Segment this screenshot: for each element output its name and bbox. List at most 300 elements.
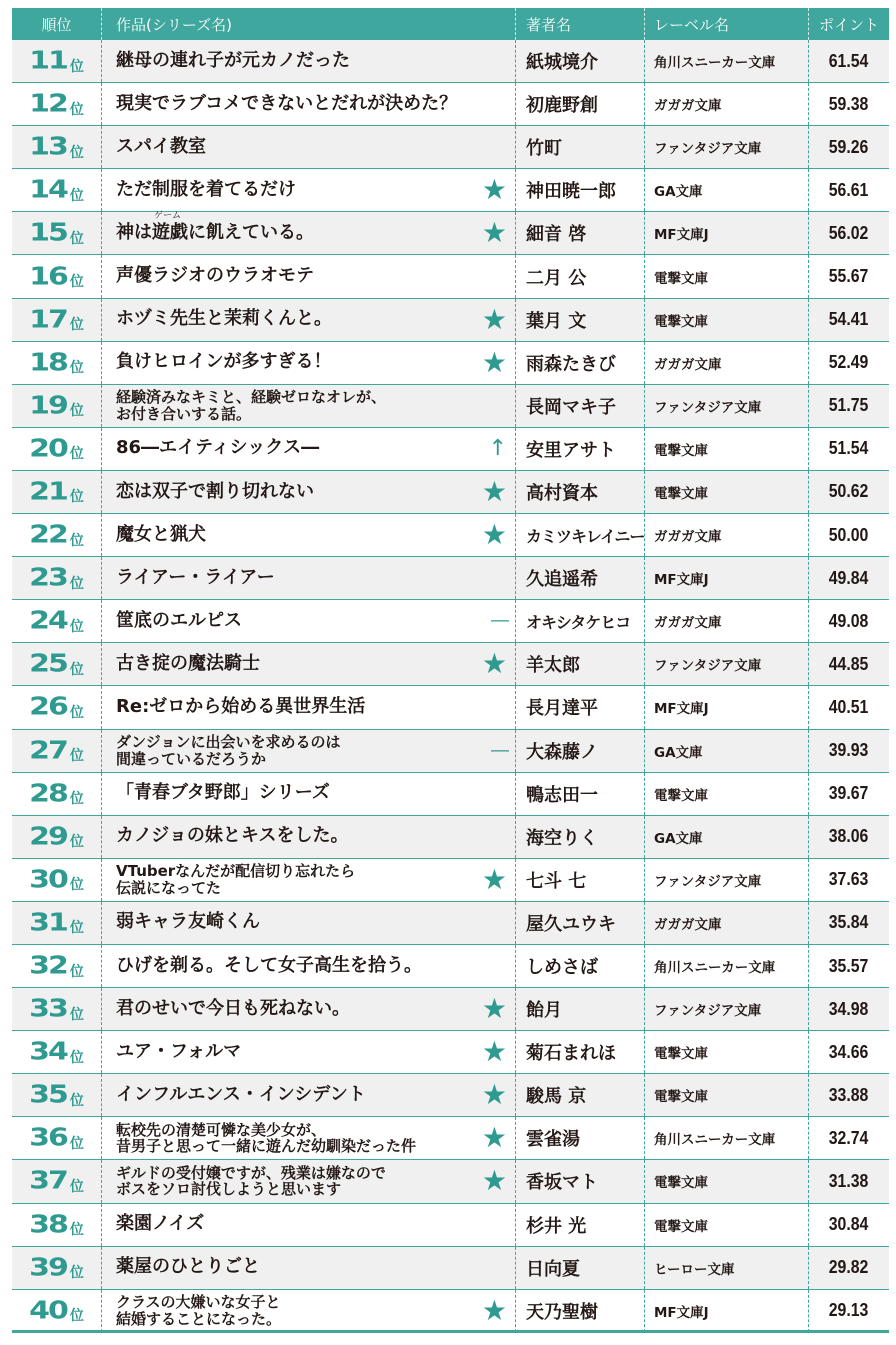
rank-suffix: 位 <box>69 661 84 678</box>
label-cell <box>644 945 808 987</box>
author-cell <box>515 471 644 513</box>
work-title <box>116 389 386 422</box>
author-cell <box>515 514 644 556</box>
work-title <box>116 997 350 1019</box>
work-title <box>116 1083 366 1105</box>
label-cell <box>644 126 808 168</box>
points-value: 29.82 <box>829 1257 869 1278</box>
points-value: 56.02 <box>829 222 869 243</box>
label-name: 角川スニーカー文庫 <box>654 960 776 977</box>
star-icon: ★ <box>481 173 507 207</box>
rank-number: 29 <box>29 821 67 851</box>
ranking-table <box>12 8 889 1333</box>
rank-cell <box>12 385 101 427</box>
rank-number: 23 <box>29 563 67 593</box>
table-row <box>12 1204 889 1247</box>
points-value: 56.61 <box>829 179 869 200</box>
points-cell <box>808 471 889 513</box>
rank-suffix: 位 <box>69 748 84 765</box>
author-cell <box>515 1074 644 1116</box>
label-name: GA文庫 <box>654 184 703 201</box>
title-line: 薬屋のひとりごと <box>116 1256 260 1278</box>
author-cell <box>515 859 644 901</box>
author-cell <box>515 428 644 470</box>
label-cell <box>644 212 808 254</box>
table-row <box>12 126 889 169</box>
dash-icon: ― <box>491 610 509 632</box>
author-cell <box>515 557 644 599</box>
points-value: 33.88 <box>829 1084 869 1105</box>
title-line: カノジョの妹とキスをした。 <box>116 825 349 847</box>
author-cell <box>515 643 644 685</box>
label-name: 電撃文庫 <box>654 1175 708 1192</box>
author-cell <box>515 1247 644 1289</box>
rank-suffix: 位 <box>69 920 84 937</box>
rank-cell <box>12 169 101 211</box>
label-name: MF文庫J <box>654 227 709 244</box>
title-line: お付き合いする話。 <box>116 404 252 423</box>
points-value: 39.67 <box>829 783 869 804</box>
points-value: 51.54 <box>829 438 869 459</box>
star-icon: ★ <box>481 216 507 250</box>
label-name: ガガガ文庫 <box>654 615 722 632</box>
rank-cell <box>12 299 101 341</box>
work-title <box>116 913 260 932</box>
rank-cell <box>12 1160 101 1202</box>
rank-number: 26 <box>29 692 67 722</box>
rank-suffix: 位 <box>69 144 84 161</box>
title-cell <box>101 299 515 341</box>
author-name: 雲雀湯 <box>526 1129 580 1151</box>
points-cell <box>808 385 889 427</box>
author-name: 紙城境介 <box>526 52 598 74</box>
rank-suffix: 位 <box>69 1222 84 1239</box>
title-line: 86―エイティシックス― <box>116 437 320 459</box>
author-cell <box>515 773 644 815</box>
title-line: 継母の連れ子が元カノだった <box>116 49 350 71</box>
star-icon: ★ <box>481 345 507 379</box>
rank-number: 24 <box>29 606 67 636</box>
label-cell <box>644 1204 808 1246</box>
title-cell <box>101 385 515 427</box>
table-row <box>12 169 889 212</box>
author-name: 大森藤ノ <box>526 741 598 763</box>
title-cell <box>101 1247 515 1289</box>
title-line: 恋は双子で割り切れない <box>116 480 314 502</box>
title-cell <box>101 428 515 470</box>
up-arrow-icon: ↑ <box>488 435 507 461</box>
author-name: 菊石まれほ <box>526 1043 616 1065</box>
work-title <box>116 1165 386 1198</box>
work-title <box>116 178 296 200</box>
label-name: ガガガ文庫 <box>654 98 722 115</box>
rank-number: 40 <box>29 1296 67 1325</box>
points-value: 34.66 <box>829 1041 869 1062</box>
label-cell <box>644 773 808 815</box>
ruby-base-text: 遊戯 <box>152 221 188 243</box>
title-line: 昔男子と思って一緒に遊んだ幼馴染だった件 <box>116 1137 417 1156</box>
author-cell <box>515 730 644 772</box>
points-cell <box>808 1031 889 1073</box>
rank-cell <box>12 988 101 1030</box>
label-name: 電撃文庫 <box>654 313 708 330</box>
label-cell <box>644 1031 808 1073</box>
label-name: 電撃文庫 <box>654 787 708 804</box>
rank-number: 33 <box>29 994 67 1024</box>
rank-suffix: 位 <box>69 575 84 592</box>
author-name: 天乃聖樹 <box>526 1301 598 1323</box>
dash-icon: ― <box>491 739 509 761</box>
label-cell <box>644 342 808 384</box>
table-row <box>12 730 889 773</box>
title-cell <box>101 471 515 513</box>
rank-suffix: 位 <box>69 1135 84 1152</box>
rank-suffix: 位 <box>69 101 84 118</box>
label-name: 電撃文庫 <box>654 1089 708 1106</box>
table-row <box>12 471 889 514</box>
author-cell <box>515 212 644 254</box>
points-cell <box>808 342 889 384</box>
label-name: ファンタジア文庫 <box>654 873 762 890</box>
work-title <box>116 310 332 329</box>
label-name: ガガガ文庫 <box>654 356 722 373</box>
table-row <box>12 859 889 902</box>
header-title: 作品(シリーズ名) <box>101 8 515 40</box>
label-name: MF文庫J <box>654 701 709 718</box>
table-row <box>12 342 889 385</box>
points-value: 30.84 <box>829 1214 869 1235</box>
table-bottom-border <box>12 1330 889 1332</box>
rank-suffix: 位 <box>69 446 84 463</box>
rank-suffix: 位 <box>69 877 84 894</box>
table-row <box>12 212 889 255</box>
work-title <box>116 135 206 157</box>
title-cell <box>101 342 515 384</box>
rank-number: 13 <box>29 132 67 162</box>
points-cell <box>808 686 889 728</box>
label-cell <box>644 600 808 642</box>
star-icon: ★ <box>481 1293 507 1327</box>
work-title <box>116 784 330 803</box>
rank-suffix: 位 <box>69 1006 84 1023</box>
author-name: 七斗 七 <box>526 870 587 892</box>
title-line: 「青春ブタ野郎」シリーズ <box>116 782 330 804</box>
label-name: ヒーロー文庫 <box>654 1261 735 1278</box>
title-cell <box>101 1074 515 1116</box>
rank-number: 25 <box>29 649 67 679</box>
title-line: 君のせいで今日も死ねない。 <box>116 997 350 1019</box>
label-name: 角川スニーカー文庫 <box>654 55 776 72</box>
rank-suffix: 位 <box>69 360 84 377</box>
points-value: 61.54 <box>829 50 869 71</box>
rank-number: 19 <box>29 391 67 420</box>
work-title <box>116 1040 242 1062</box>
header-author: 著者名 <box>515 8 644 40</box>
work-title <box>116 734 340 767</box>
label-name: MF文庫J <box>654 1304 709 1321</box>
rank-number: 22 <box>29 520 67 550</box>
table-row <box>12 643 889 686</box>
title-cell <box>101 730 515 772</box>
title-line: インフルエンス・インシデント <box>116 1083 366 1105</box>
rank-cell <box>12 1031 101 1073</box>
label-name: GA文庫 <box>654 744 703 761</box>
rank-number: 21 <box>29 477 67 506</box>
title-cell <box>101 1160 515 1202</box>
work-title <box>116 49 350 71</box>
points-cell <box>808 514 889 556</box>
rank-cell <box>12 1247 101 1289</box>
table-row <box>12 557 889 600</box>
work-title <box>116 1215 204 1234</box>
title-cell <box>101 40 515 82</box>
title-line: ひげを剃る。そして女子高生を拾う。 <box>116 954 422 976</box>
rank-number: 17 <box>29 304 67 334</box>
title-line: 楽園ノイズ <box>116 1213 205 1235</box>
title-line: ボスをソロ討伐しようと思います <box>116 1180 342 1199</box>
label-cell <box>644 557 808 599</box>
label-name: ガガガ文庫 <box>654 529 722 546</box>
author-name: 香坂マト <box>526 1172 598 1194</box>
rank-cell <box>12 255 101 297</box>
table-row <box>12 945 889 988</box>
rank-number: 15 <box>29 218 67 248</box>
author-name: カミツキレイニー <box>526 526 645 546</box>
author-cell <box>515 1031 644 1073</box>
work-title <box>116 267 314 286</box>
rank-cell <box>12 212 101 254</box>
label-cell <box>644 1160 808 1202</box>
title-line: ライアー・ライアー <box>116 566 275 588</box>
title-line: ホヅミ先生と茉莉くんと。 <box>116 308 332 330</box>
label-name: MF文庫J <box>654 572 709 589</box>
author-cell <box>515 1117 644 1159</box>
rank-number: 12 <box>29 89 67 119</box>
title-line: ギルドの受付嬢ですが、残業は嫌なので <box>116 1163 386 1182</box>
label-cell <box>644 643 808 685</box>
author-name: 鴨志田一 <box>526 784 598 806</box>
label-cell <box>644 730 808 772</box>
title-cell <box>101 859 515 901</box>
title-line: 伝説になってた <box>116 878 222 897</box>
points-cell <box>808 773 889 815</box>
rank-cell <box>12 643 101 685</box>
points-value: 59.38 <box>829 93 869 114</box>
title-cell <box>101 902 515 944</box>
rank-number: 11 <box>29 46 67 75</box>
rank-suffix: 位 <box>69 791 84 808</box>
points-cell <box>808 299 889 341</box>
rank-suffix: 位 <box>69 704 84 721</box>
table-header <box>12 8 889 40</box>
author-name: 二月 公 <box>526 267 587 289</box>
author-name: しめさば <box>526 957 598 979</box>
star-icon: ★ <box>481 518 507 552</box>
points-cell <box>808 1117 889 1159</box>
title-cell <box>101 83 515 125</box>
author-name: 駿馬 京 <box>526 1086 587 1108</box>
points-cell <box>808 902 889 944</box>
points-cell <box>808 126 889 168</box>
author-name: 日向夏 <box>526 1258 580 1280</box>
author-cell <box>515 945 644 987</box>
table-row <box>12 40 889 83</box>
rank-number: 38 <box>29 1209 67 1239</box>
points-value: 40.51 <box>829 696 869 717</box>
work-title <box>116 353 331 372</box>
author-cell <box>515 299 644 341</box>
points-cell <box>808 40 889 82</box>
rank-suffix: 位 <box>69 1308 84 1325</box>
rank-number: 35 <box>29 1080 67 1110</box>
points-value: 35.84 <box>829 912 869 933</box>
title-cell <box>101 1204 515 1246</box>
points-cell <box>808 816 889 858</box>
points-value: 29.13 <box>829 1300 869 1321</box>
rank-suffix: 位 <box>69 1178 84 1195</box>
rank-cell <box>12 471 101 513</box>
label-cell <box>644 686 808 728</box>
table-row <box>12 773 889 816</box>
work-title <box>116 439 319 458</box>
author-cell <box>515 1204 644 1246</box>
rank-cell <box>12 686 101 728</box>
work-title <box>116 210 314 243</box>
author-name: 長岡マキ子 <box>526 396 616 418</box>
author-name: 竹町 <box>526 138 562 160</box>
rank-cell <box>12 83 101 125</box>
author-cell <box>515 385 644 427</box>
points-value: 50.62 <box>829 481 869 502</box>
title-line: ダンジョンに出会いを求めるのは <box>116 733 341 752</box>
title-line: 経験済みなキミと、経験ゼロなオレが、 <box>116 388 387 407</box>
author-cell <box>515 902 644 944</box>
rank-cell <box>12 773 101 815</box>
label-cell <box>644 1074 808 1116</box>
points-value: 39.93 <box>829 740 869 761</box>
rank-number: 34 <box>29 1037 67 1067</box>
rank-cell <box>12 40 101 82</box>
rank-number: 16 <box>29 261 67 291</box>
points-cell <box>808 255 889 297</box>
rank-number: 31 <box>29 908 67 937</box>
star-icon: ★ <box>481 1035 507 1069</box>
author-name: 葉月 文 <box>526 310 587 332</box>
rank-suffix: 位 <box>69 58 84 75</box>
table-row <box>12 1117 889 1160</box>
table-row <box>12 902 889 945</box>
table-row <box>12 83 889 126</box>
rank-cell <box>12 730 101 772</box>
points-cell <box>808 83 889 125</box>
author-name: 神田暁一郎 <box>526 181 616 203</box>
table-row <box>12 600 889 643</box>
title-line: 声優ラジオのウラオモテ <box>116 265 314 287</box>
title-cell <box>101 255 515 297</box>
label-name: 電撃文庫 <box>654 1046 708 1063</box>
title-line: ただ制服を着てるだけ <box>116 178 296 200</box>
star-icon: ★ <box>481 992 507 1026</box>
rank-cell <box>12 902 101 944</box>
title-cell <box>101 1290 515 1332</box>
rank-cell <box>12 859 101 901</box>
author-cell <box>515 83 644 125</box>
rank-cell <box>12 342 101 384</box>
rank-number: 37 <box>29 1166 67 1196</box>
rank-number: 32 <box>29 951 67 980</box>
label-name: 電撃文庫 <box>654 270 708 287</box>
rank-number: 28 <box>29 778 67 808</box>
points-cell <box>808 557 889 599</box>
label-name: ファンタジア文庫 <box>654 658 762 675</box>
points-value: 37.63 <box>829 869 869 890</box>
points-value: 52.49 <box>829 352 869 373</box>
table-row <box>12 385 889 428</box>
table-row <box>12 988 889 1031</box>
rank-suffix: 位 <box>69 1049 84 1066</box>
title-cell <box>101 1031 515 1073</box>
label-name: ファンタジア文庫 <box>654 141 762 158</box>
points-cell <box>808 212 889 254</box>
author-name: 細音 啓 <box>526 224 587 246</box>
label-name: GA文庫 <box>654 830 703 847</box>
star-icon: ★ <box>481 474 507 508</box>
label-cell <box>644 1290 808 1332</box>
label-name: ファンタジア文庫 <box>654 399 762 416</box>
author-cell <box>515 816 644 858</box>
title-line: 転校先の清楚可憐な美少女が、 <box>116 1120 327 1139</box>
rank-cell <box>12 1290 101 1332</box>
rank-number: 27 <box>29 735 67 765</box>
rank-suffix: 位 <box>69 274 84 291</box>
points-cell <box>808 1074 889 1116</box>
label-name: ファンタジア文庫 <box>654 1003 762 1020</box>
header-label: レーベル名 <box>644 8 808 40</box>
label-cell <box>644 299 808 341</box>
work-title <box>116 1294 281 1327</box>
title-cell <box>101 600 515 642</box>
rank-number: 30 <box>29 865 67 894</box>
author-cell <box>515 1160 644 1202</box>
author-cell <box>515 40 644 82</box>
title-line: 間違っているだろうか <box>116 749 267 768</box>
author-name: 杉井 光 <box>526 1215 587 1237</box>
rank-suffix: 位 <box>69 963 84 980</box>
label-name: 電撃文庫 <box>654 1218 708 1235</box>
points-cell <box>808 428 889 470</box>
table-body <box>12 40 889 1333</box>
points-cell <box>808 1290 889 1332</box>
title-cell <box>101 557 515 599</box>
title-part: 神は <box>116 221 152 243</box>
points-value: 44.85 <box>829 653 869 674</box>
rank-number: 20 <box>29 434 67 463</box>
points-cell <box>808 643 889 685</box>
author-name: オキシタケヒコ <box>526 612 631 632</box>
rank-cell <box>12 1204 101 1246</box>
label-cell <box>644 385 808 427</box>
points-cell <box>808 1247 889 1289</box>
label-cell <box>644 988 808 1030</box>
title-line: ユア・フォルマ <box>116 1040 242 1062</box>
points-cell <box>808 600 889 642</box>
title-cell <box>101 945 515 987</box>
points-value: 49.84 <box>829 567 869 588</box>
label-cell <box>644 83 808 125</box>
author-name: 長月達平 <box>526 698 598 720</box>
points-cell <box>808 1160 889 1202</box>
title-part: に飢えている。 <box>188 221 314 243</box>
